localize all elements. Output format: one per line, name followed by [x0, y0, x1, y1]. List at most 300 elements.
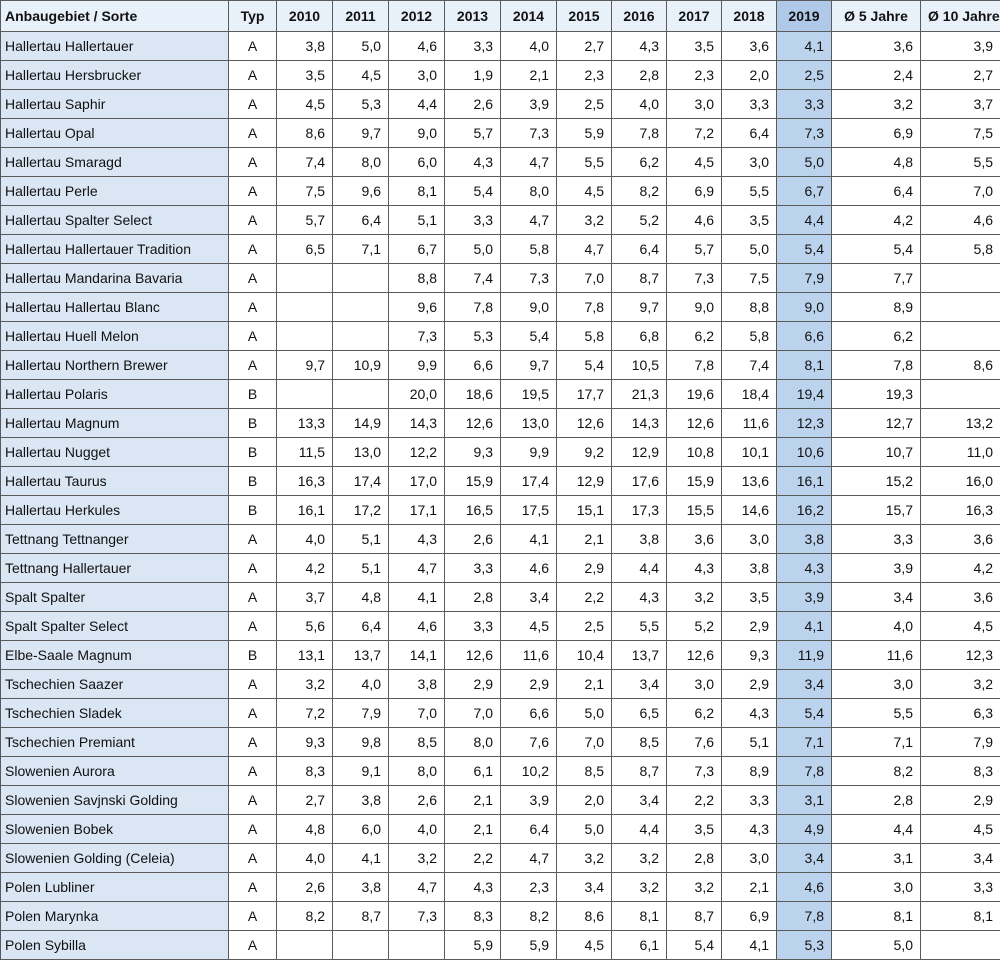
value-cell: 5,9: [445, 931, 501, 960]
type-cell: A: [229, 351, 277, 380]
type-cell: A: [229, 32, 277, 61]
value-cell: 15,9: [445, 467, 501, 496]
type-cell: A: [229, 902, 277, 931]
value-cell: 3,8: [333, 873, 389, 902]
value-cell: 5,3: [777, 931, 832, 960]
value-cell: 3,4: [832, 583, 921, 612]
value-cell: 7,3: [501, 119, 557, 148]
column-header: Typ: [229, 1, 277, 32]
value-cell: 3,6: [722, 32, 777, 61]
value-cell: 4,1: [333, 844, 389, 873]
value-cell: 4,7: [501, 206, 557, 235]
variety-name-cell: Hallertau Perle: [1, 177, 229, 206]
value-cell: 12,7: [832, 409, 921, 438]
value-cell: 2,9: [445, 670, 501, 699]
value-cell: 4,3: [722, 815, 777, 844]
value-cell: 4,0: [501, 32, 557, 61]
value-cell: 10,4: [557, 641, 612, 670]
type-cell: B: [229, 409, 277, 438]
value-cell: 3,6: [667, 525, 722, 554]
type-cell: A: [229, 90, 277, 119]
table-row: [1, 496, 1000, 525]
type-cell: B: [229, 467, 277, 496]
value-cell: 6,9: [722, 902, 777, 931]
value-cell: 2,1: [445, 815, 501, 844]
value-cell: 4,0: [277, 844, 333, 873]
value-cell: 2,8: [612, 61, 667, 90]
value-cell: [277, 931, 333, 960]
value-cell: [277, 322, 333, 351]
value-cell: 4,2: [921, 554, 1000, 583]
value-cell: 3,0: [832, 670, 921, 699]
variety-name-cell: Hallertau Saphir: [1, 90, 229, 119]
value-cell: 3,2: [667, 873, 722, 902]
value-cell: 5,4: [777, 235, 832, 264]
value-cell: 8,3: [445, 902, 501, 931]
table-row: [1, 844, 1000, 873]
value-cell: 4,6: [777, 873, 832, 902]
variety-name-cell: Polen Sybilla: [1, 931, 229, 960]
value-cell: 8,3: [277, 757, 333, 786]
value-cell: 9,8: [333, 728, 389, 757]
value-cell: 7,5: [921, 119, 1000, 148]
value-cell: 19,4: [777, 380, 832, 409]
value-cell: 12,2: [389, 438, 445, 467]
value-cell: 4,4: [612, 815, 667, 844]
value-cell: 9,6: [333, 177, 389, 206]
value-cell: 3,0: [667, 670, 722, 699]
value-cell: 8,8: [389, 264, 445, 293]
value-cell: 3,2: [557, 206, 612, 235]
value-cell: 2,1: [722, 873, 777, 902]
type-cell: A: [229, 264, 277, 293]
table-row: [1, 902, 1000, 931]
column-header: 2012: [389, 1, 445, 32]
value-cell: [277, 264, 333, 293]
value-cell: 4,2: [832, 206, 921, 235]
value-cell: 15,2: [832, 467, 921, 496]
value-cell: 17,5: [501, 496, 557, 525]
value-cell: 3,4: [921, 844, 1000, 873]
type-cell: A: [229, 670, 277, 699]
value-cell: 6,7: [777, 177, 832, 206]
table-row: [1, 61, 1000, 90]
value-cell: 2,3: [501, 873, 557, 902]
value-cell: 4,5: [921, 815, 1000, 844]
value-cell: 5,1: [333, 554, 389, 583]
value-cell: 2,5: [777, 61, 832, 90]
value-cell: 2,7: [921, 61, 1000, 90]
value-cell: 18,6: [445, 380, 501, 409]
value-cell: 7,8: [557, 293, 612, 322]
value-cell: 2,3: [557, 61, 612, 90]
column-header: 2019: [777, 1, 832, 32]
value-cell: 3,2: [667, 583, 722, 612]
value-cell: [333, 293, 389, 322]
value-cell: 13,0: [333, 438, 389, 467]
value-cell: 7,2: [277, 699, 333, 728]
value-cell: 8,1: [389, 177, 445, 206]
value-cell: [921, 264, 1000, 293]
table-row: [1, 409, 1000, 438]
value-cell: 2,5: [557, 90, 612, 119]
column-header: 2011: [333, 1, 389, 32]
value-cell: 8,5: [612, 728, 667, 757]
value-cell: 4,9: [777, 815, 832, 844]
value-cell: 4,3: [445, 148, 501, 177]
value-cell: 16,2: [777, 496, 832, 525]
value-cell: 8,7: [612, 264, 667, 293]
value-cell: 8,0: [333, 148, 389, 177]
value-cell: 3,3: [832, 525, 921, 554]
value-cell: 8,7: [667, 902, 722, 931]
type-cell: A: [229, 757, 277, 786]
type-cell: A: [229, 873, 277, 902]
value-cell: 8,6: [277, 119, 333, 148]
value-cell: 8,7: [333, 902, 389, 931]
value-cell: 11,6: [832, 641, 921, 670]
value-cell: 4,3: [612, 583, 667, 612]
value-cell: 2,1: [557, 670, 612, 699]
table-row: [1, 931, 1000, 960]
value-cell: 4,3: [612, 32, 667, 61]
value-cell: 2,6: [445, 90, 501, 119]
value-cell: 3,6: [832, 32, 921, 61]
value-cell: 5,0: [557, 699, 612, 728]
variety-name-cell: Hallertau Smaragd: [1, 148, 229, 177]
value-cell: 3,2: [921, 670, 1000, 699]
value-cell: 6,6: [445, 351, 501, 380]
value-cell: 3,5: [277, 61, 333, 90]
value-cell: 2,0: [557, 786, 612, 815]
value-cell: 7,4: [445, 264, 501, 293]
value-cell: 18,4: [722, 380, 777, 409]
value-cell: 3,3: [445, 554, 501, 583]
value-cell: 7,0: [389, 699, 445, 728]
value-cell: 4,5: [557, 931, 612, 960]
value-cell: 3,3: [445, 32, 501, 61]
value-cell: 9,0: [389, 119, 445, 148]
value-cell: 7,8: [777, 757, 832, 786]
variety-name-cell: Tschechien Saazer: [1, 670, 229, 699]
value-cell: 6,9: [832, 119, 921, 148]
variety-name-cell: Hallertau Opal: [1, 119, 229, 148]
value-cell: 2,7: [277, 786, 333, 815]
value-cell: 16,3: [277, 467, 333, 496]
value-cell: [921, 322, 1000, 351]
column-header: Ø 10 Jahre: [921, 1, 1000, 32]
column-header: 2013: [445, 1, 501, 32]
value-cell: 17,6: [612, 467, 667, 496]
value-cell: 7,3: [389, 902, 445, 931]
value-cell: 6,4: [501, 815, 557, 844]
variety-name-cell: Polen Marynka: [1, 902, 229, 931]
value-cell: 4,8: [832, 148, 921, 177]
value-cell: 4,5: [557, 177, 612, 206]
variety-name-cell: Hallertau Nugget: [1, 438, 229, 467]
value-cell: 3,6: [921, 525, 1000, 554]
value-cell: 4,1: [777, 612, 832, 641]
value-cell: 8,2: [277, 902, 333, 931]
value-cell: 3,3: [722, 786, 777, 815]
value-cell: 16,1: [277, 496, 333, 525]
value-cell: 3,2: [832, 90, 921, 119]
value-cell: 19,5: [501, 380, 557, 409]
value-cell: 5,3: [333, 90, 389, 119]
value-cell: 7,9: [777, 264, 832, 293]
type-cell: B: [229, 496, 277, 525]
value-cell: 4,6: [667, 206, 722, 235]
value-cell: 12,6: [445, 409, 501, 438]
variety-name-cell: Spalt Spalter Select: [1, 612, 229, 641]
value-cell: 7,3: [667, 757, 722, 786]
value-cell: 4,6: [501, 554, 557, 583]
value-cell: 3,5: [667, 32, 722, 61]
value-cell: 7,4: [277, 148, 333, 177]
value-cell: 5,2: [612, 206, 667, 235]
value-cell: [921, 931, 1000, 960]
table-row: [1, 786, 1000, 815]
variety-name-cell: Tschechien Sladek: [1, 699, 229, 728]
value-cell: 8,1: [777, 351, 832, 380]
value-cell: 9,3: [277, 728, 333, 757]
value-cell: 8,6: [921, 351, 1000, 380]
value-cell: 3,8: [612, 525, 667, 554]
value-cell: 7,0: [557, 728, 612, 757]
value-cell: 4,1: [777, 32, 832, 61]
value-cell: 2,9: [557, 554, 612, 583]
value-cell: 6,2: [832, 322, 921, 351]
value-cell: 4,6: [921, 206, 1000, 235]
value-cell: 1,9: [445, 61, 501, 90]
value-cell: 5,1: [722, 728, 777, 757]
value-cell: 5,7: [667, 235, 722, 264]
value-cell: 2,9: [722, 612, 777, 641]
value-cell: 4,5: [501, 612, 557, 641]
value-cell: [333, 931, 389, 960]
type-cell: A: [229, 699, 277, 728]
value-cell: 6,4: [832, 177, 921, 206]
value-cell: 4,0: [277, 525, 333, 554]
type-cell: A: [229, 931, 277, 960]
value-cell: 5,0: [832, 931, 921, 960]
value-cell: 2,8: [667, 844, 722, 873]
table-row: [1, 757, 1000, 786]
value-cell: 4,6: [389, 612, 445, 641]
value-cell: 3,3: [445, 612, 501, 641]
value-cell: 3,1: [832, 844, 921, 873]
value-cell: 5,8: [501, 235, 557, 264]
value-cell: 13,6: [722, 467, 777, 496]
value-cell: 9,2: [557, 438, 612, 467]
value-cell: 4,8: [333, 583, 389, 612]
value-cell: 5,8: [557, 322, 612, 351]
value-cell: 6,9: [667, 177, 722, 206]
value-cell: 7,7: [832, 264, 921, 293]
value-cell: 2,7: [557, 32, 612, 61]
variety-name-cell: Hallertau Herkules: [1, 496, 229, 525]
value-cell: 3,0: [667, 90, 722, 119]
table-row: [1, 583, 1000, 612]
value-cell: 4,5: [277, 90, 333, 119]
value-cell: 4,3: [667, 554, 722, 583]
value-cell: 16,1: [777, 467, 832, 496]
value-cell: 5,1: [389, 206, 445, 235]
variety-name-cell: Tschechien Premiant: [1, 728, 229, 757]
column-header: 2018: [722, 1, 777, 32]
value-cell: 7,8: [777, 902, 832, 931]
table-header-row: [1, 1, 1000, 32]
value-cell: 5,4: [667, 931, 722, 960]
value-cell: 3,9: [777, 583, 832, 612]
table-row: [1, 119, 1000, 148]
value-cell: 4,7: [501, 844, 557, 873]
value-cell: 5,9: [501, 931, 557, 960]
value-cell: 7,2: [667, 119, 722, 148]
value-cell: 5,0: [777, 148, 832, 177]
value-cell: 3,0: [722, 525, 777, 554]
value-cell: 15,1: [557, 496, 612, 525]
value-cell: 5,5: [921, 148, 1000, 177]
value-cell: 2,6: [445, 525, 501, 554]
value-cell: 15,9: [667, 467, 722, 496]
value-cell: 3,0: [722, 844, 777, 873]
value-cell: 6,4: [333, 612, 389, 641]
value-cell: 4,4: [777, 206, 832, 235]
value-cell: 7,8: [667, 351, 722, 380]
value-cell: 14,6: [722, 496, 777, 525]
value-cell: 20,0: [389, 380, 445, 409]
table-row: [1, 90, 1000, 119]
value-cell: 3,7: [277, 583, 333, 612]
value-cell: 8,9: [832, 293, 921, 322]
value-cell: 14,3: [612, 409, 667, 438]
value-cell: 5,4: [445, 177, 501, 206]
value-cell: 4,3: [389, 525, 445, 554]
value-cell: 4,3: [445, 873, 501, 902]
value-cell: 6,2: [667, 322, 722, 351]
value-cell: 8,7: [612, 757, 667, 786]
table-row: [1, 467, 1000, 496]
value-cell: 12,6: [667, 641, 722, 670]
variety-name-cell: Hallertau Huell Melon: [1, 322, 229, 351]
column-header: Ø 5 Jahre: [832, 1, 921, 32]
value-cell: 8,5: [557, 757, 612, 786]
value-cell: 4,3: [777, 554, 832, 583]
value-cell: 5,0: [722, 235, 777, 264]
type-cell: A: [229, 293, 277, 322]
value-cell: 6,7: [389, 235, 445, 264]
value-cell: 6,2: [667, 699, 722, 728]
value-cell: 9,7: [501, 351, 557, 380]
value-cell: 5,3: [445, 322, 501, 351]
type-cell: A: [229, 728, 277, 757]
value-cell: 13,2: [921, 409, 1000, 438]
value-cell: 13,7: [333, 641, 389, 670]
value-cell: 9,1: [333, 757, 389, 786]
value-cell: 17,7: [557, 380, 612, 409]
value-cell: 16,3: [921, 496, 1000, 525]
value-cell: 9,3: [722, 641, 777, 670]
value-cell: 2,2: [557, 583, 612, 612]
value-cell: 11,0: [921, 438, 1000, 467]
value-cell: 2,0: [722, 61, 777, 90]
value-cell: 6,3: [921, 699, 1000, 728]
value-cell: 4,0: [832, 612, 921, 641]
variety-name-cell: Slowenien Savjnski Golding: [1, 786, 229, 815]
value-cell: 7,5: [277, 177, 333, 206]
value-cell: [333, 380, 389, 409]
type-cell: A: [229, 612, 277, 641]
value-cell: 5,7: [277, 206, 333, 235]
value-cell: 2,6: [277, 873, 333, 902]
value-cell: 3,9: [501, 90, 557, 119]
value-cell: 7,8: [445, 293, 501, 322]
value-cell: 5,4: [777, 699, 832, 728]
value-cell: 6,4: [612, 235, 667, 264]
value-cell: 10,7: [832, 438, 921, 467]
value-cell: 10,2: [501, 757, 557, 786]
value-cell: [333, 322, 389, 351]
value-cell: 5,5: [612, 612, 667, 641]
value-cell: 6,0: [389, 148, 445, 177]
type-cell: A: [229, 148, 277, 177]
value-cell: 3,3: [445, 206, 501, 235]
variety-name-cell: Slowenien Golding (Celeia): [1, 844, 229, 873]
table-row: [1, 641, 1000, 670]
table-row: [1, 264, 1000, 293]
value-cell: 13,7: [612, 641, 667, 670]
value-cell: 3,0: [389, 61, 445, 90]
value-cell: 17,2: [333, 496, 389, 525]
value-cell: 21,3: [612, 380, 667, 409]
value-cell: 4,1: [501, 525, 557, 554]
value-cell: 7,6: [667, 728, 722, 757]
value-cell: 8,2: [612, 177, 667, 206]
value-cell: 15,7: [832, 496, 921, 525]
value-cell: 3,7: [921, 90, 1000, 119]
value-cell: 3,9: [832, 554, 921, 583]
value-cell: 3,4: [501, 583, 557, 612]
column-header: 2010: [277, 1, 333, 32]
value-cell: 3,5: [667, 815, 722, 844]
value-cell: 6,8: [612, 322, 667, 351]
value-cell: 4,0: [333, 670, 389, 699]
value-cell: 8,1: [832, 902, 921, 931]
value-cell: 17,4: [333, 467, 389, 496]
value-cell: 8,0: [389, 757, 445, 786]
value-cell: 2,8: [445, 583, 501, 612]
table-row: [1, 32, 1000, 61]
value-cell: 12,6: [445, 641, 501, 670]
table-row: [1, 148, 1000, 177]
variety-name-cell: Hallertau Hallertau Blanc: [1, 293, 229, 322]
value-cell: 4,4: [612, 554, 667, 583]
value-cell: 2,2: [445, 844, 501, 873]
value-cell: 6,4: [722, 119, 777, 148]
value-cell: 6,2: [612, 148, 667, 177]
value-cell: 7,6: [501, 728, 557, 757]
value-cell: 2,6: [389, 786, 445, 815]
value-cell: 7,4: [722, 351, 777, 380]
value-cell: 9,0: [667, 293, 722, 322]
type-cell: B: [229, 438, 277, 467]
value-cell: 4,5: [921, 612, 1000, 641]
variety-name-cell: Hallertau Northern Brewer: [1, 351, 229, 380]
value-cell: [921, 293, 1000, 322]
value-cell: 4,8: [277, 815, 333, 844]
table-row: [1, 612, 1000, 641]
